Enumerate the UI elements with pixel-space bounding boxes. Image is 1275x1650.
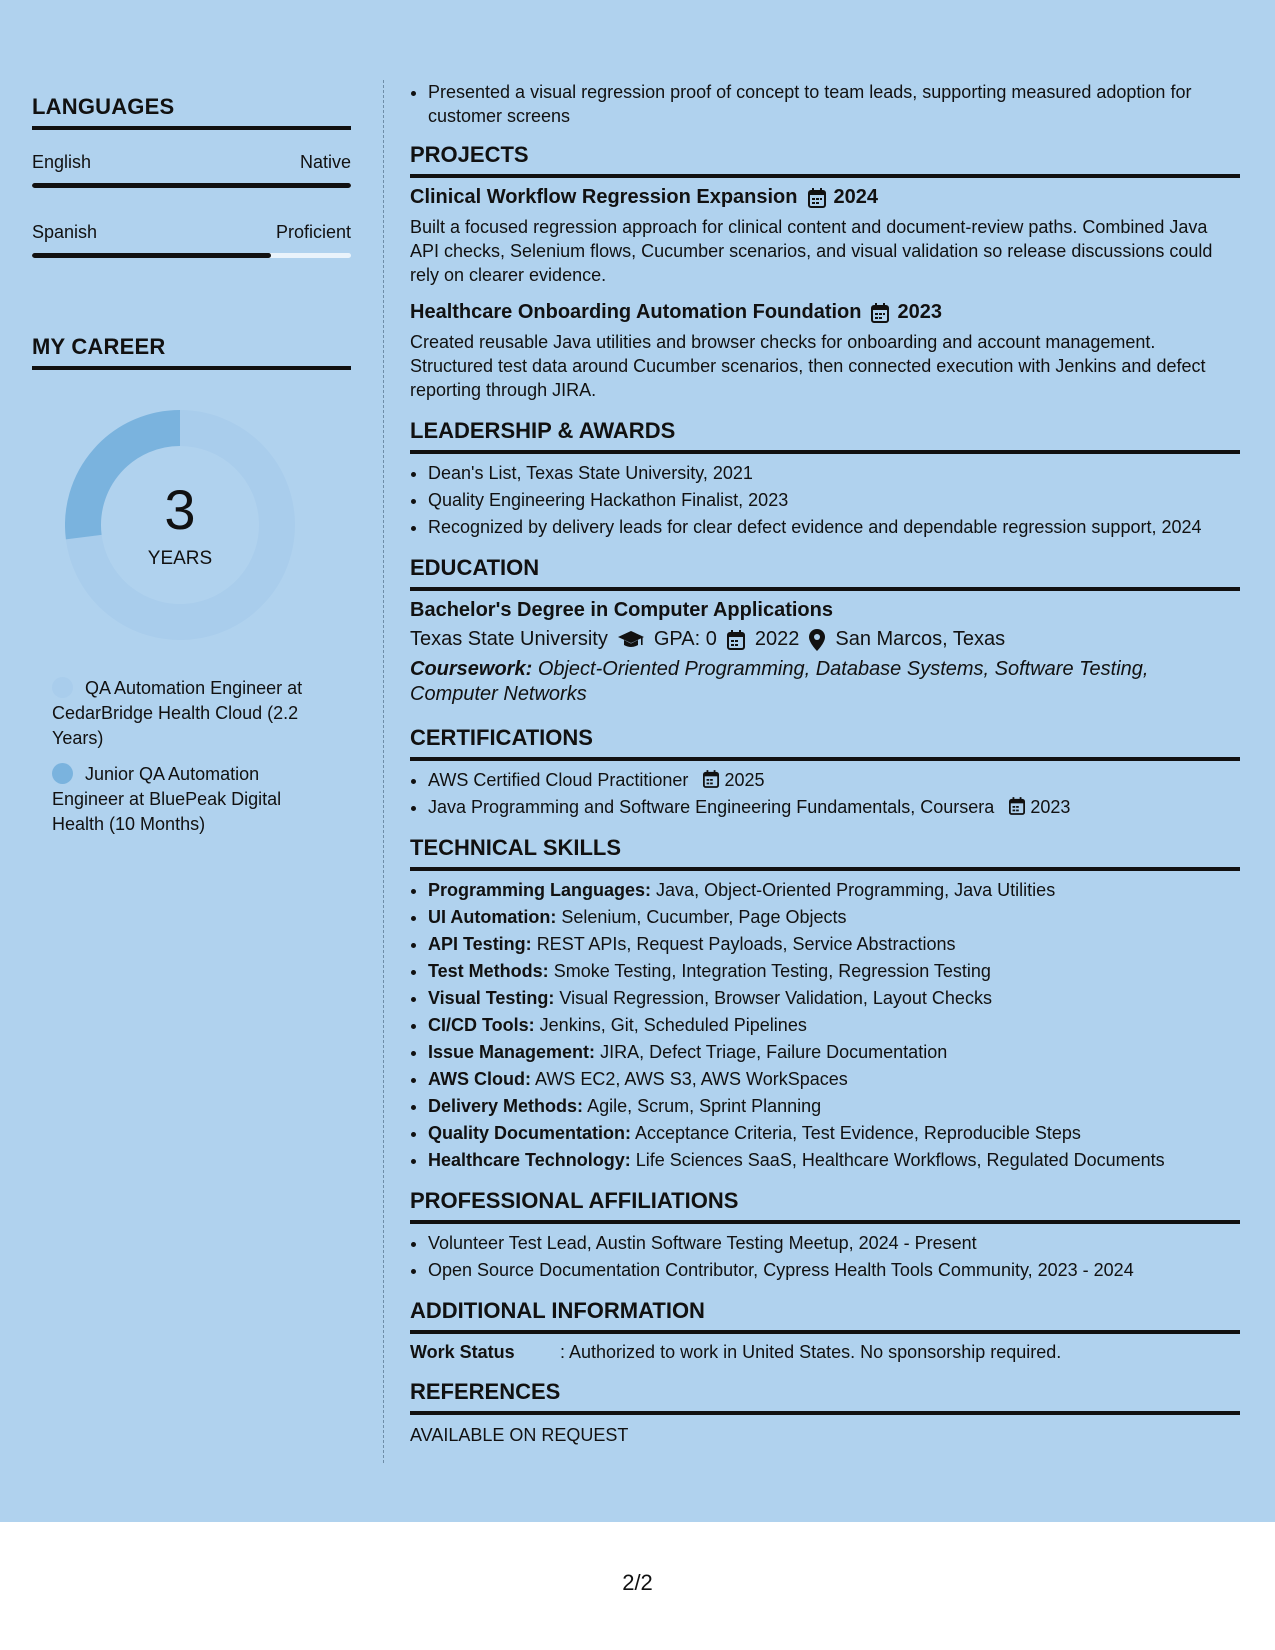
career-heading: MY CAREER	[32, 334, 166, 359]
certification-name: Java Programming and Software Engineering Fundamentals, Coursera	[428, 797, 995, 817]
skill-label: Issue Management:	[428, 1042, 596, 1062]
work-status-value: : Authorized to work in United States. No sponsorship required.	[560, 1342, 1062, 1362]
calendar-icon	[727, 630, 745, 650]
skill-item	[428, 931, 1240, 958]
skills-section	[410, 835, 1240, 1174]
experience-bullets	[410, 80, 1240, 128]
career-heading-rule	[32, 366, 351, 370]
skills-heading-rule	[410, 867, 1240, 871]
calendar-icon	[1009, 797, 1025, 815]
leadership-list	[410, 460, 1240, 541]
skill-label: Visual Testing:	[428, 988, 555, 1008]
page-number: 2/2	[622, 1570, 653, 1595]
education-heading-rule	[410, 587, 1240, 591]
language-name: Spanish	[32, 222, 98, 242]
projects-heading: PROJECTS	[410, 142, 529, 167]
gpa: GPA: 0	[653, 628, 717, 650]
degree-title: Bachelor's Degree in Computer Applications	[410, 599, 833, 621]
project-entry	[410, 186, 1240, 287]
skill-label: API Testing:	[428, 934, 532, 954]
leadership-item: • Recognized by delivery leads for clear defect evidence and dependable regression support, 2024	[428, 514, 1240, 541]
skill-item	[428, 1012, 1240, 1039]
career-total-number: 3	[164, 478, 196, 541]
career-legend-item	[32, 676, 312, 751]
career-legend-item	[32, 762, 312, 837]
skill-item	[428, 1147, 1240, 1174]
projects-heading-rule	[410, 174, 1240, 178]
skill-label: AWS Cloud:	[428, 1069, 531, 1089]
language-level-fill	[32, 253, 271, 258]
project-title: Healthcare Onboarding Automation Foundation	[410, 301, 862, 323]
certifications-heading: CERTIFICATIONS	[410, 725, 593, 750]
education-details	[410, 628, 1240, 651]
additional-info-section	[410, 1298, 1240, 1363]
affiliation-item: • Volunteer Test Lead, Austin Software Testing Meetup, 2024 - Present	[428, 1230, 1240, 1257]
skill-item	[428, 1039, 1240, 1066]
skill-value: Life Sciences SaaS, Healthcare Workflows, Regulated Documents	[635, 1150, 1165, 1170]
skill-item	[428, 985, 1240, 1012]
additional-info-heading-rule	[410, 1330, 1240, 1334]
project-title: Clinical Workflow Regression Expansion	[410, 186, 798, 208]
calendar-icon	[871, 303, 889, 323]
coursework	[410, 657, 1240, 707]
skill-item	[428, 877, 1240, 904]
skill-label: Programming Languages:	[428, 880, 652, 900]
career-legend	[32, 676, 312, 837]
certifications-list	[410, 767, 1240, 821]
skill-label: CI/CD Tools:	[428, 1015, 535, 1035]
certifications-section	[410, 725, 1240, 821]
additional-info-heading: ADDITIONAL INFORMATION	[410, 1298, 705, 1323]
skill-label: Test Methods:	[428, 961, 549, 981]
coursework-label: Coursework:	[410, 658, 533, 680]
skill-value: JIRA, Defect Triage, Failure Documentation	[600, 1042, 948, 1062]
language-level-fill	[32, 183, 351, 188]
affiliations-section	[410, 1188, 1240, 1284]
references-heading: REFERENCES	[410, 1379, 561, 1404]
skill-item	[428, 904, 1240, 931]
column-divider	[383, 80, 384, 1463]
certification-year: 2023	[1030, 797, 1071, 817]
location-pin-icon	[809, 629, 825, 651]
affiliations-heading-rule	[410, 1220, 1240, 1224]
skills-heading: TECHNICAL SKILLS	[410, 835, 622, 860]
certification-item	[428, 794, 1240, 821]
graduation-cap-icon	[618, 631, 644, 649]
experience-bullet: • Presented a visual regression proof of concept to team leads, supporting measured adoption for customer screens	[428, 80, 1240, 128]
references-text: AVAILABLE ON REQUEST	[410, 1425, 629, 1445]
skill-value: Visual Regression, Browser Validation, Layout Checks	[559, 988, 992, 1008]
language-entry-english	[32, 152, 351, 188]
skill-item	[428, 1120, 1240, 1147]
certification-item	[428, 767, 1240, 794]
skill-label: Healthcare Technology:	[428, 1150, 631, 1170]
leadership-item: • Quality Engineering Hackathon Finalist, 2023	[428, 487, 1240, 514]
projects-section	[410, 142, 1240, 402]
leadership-item: • Dean's List, Texas State University, 2021	[428, 460, 1240, 487]
skill-label: Delivery Methods:	[428, 1096, 584, 1116]
work-status-row	[410, 1342, 1240, 1363]
career-legend-label: Junior QA Automation Engineer at BluePeak Digital Health (10 Months)	[52, 764, 282, 834]
language-level: Proficient	[275, 222, 351, 242]
coursework-list: Object-Oriented Programming, Database Systems, Software Testing, Computer Networks	[410, 658, 1149, 705]
references-section	[410, 1379, 1240, 1446]
language-level: Native	[299, 152, 351, 172]
project-description: Built a focused regression approach for clinical content and document-review paths. Combined Java API checks, Selenium flows, Cucumber scenarios, and visual validation so release discussions could rely on clearer evidence.	[410, 217, 1213, 285]
certification-name: AWS Certified Cloud Practitioner	[428, 770, 689, 790]
career-total-unit: YEARS	[147, 548, 213, 569]
legend-dot-icon	[52, 763, 73, 784]
career-donut-chart	[65, 410, 295, 640]
main-column	[410, 80, 1240, 1446]
skill-item	[428, 1066, 1240, 1093]
references-heading-rule	[410, 1411, 1240, 1415]
language-level-bar	[32, 253, 351, 258]
project-description: Created reusable Java utilities and browser checks for onboarding and account management. Structured test data around Cucumber scenarios, then connected execution with Jenkins and defect reporting through JIRA.	[410, 332, 1206, 400]
skill-value: Smoke Testing, Integration Testing, Regression Testing	[553, 961, 991, 981]
skill-value: Selenium, Cucumber, Page Objects	[561, 907, 847, 927]
project-year: 2023	[897, 301, 942, 323]
skill-item	[428, 1093, 1240, 1120]
language-entry-spanish	[32, 222, 351, 258]
work-status-label: Work Status	[410, 1342, 515, 1362]
skill-value: Jenkins, Git, Scheduled Pipelines	[539, 1015, 807, 1035]
education-heading: EDUCATION	[410, 555, 540, 580]
certification-year: 2025	[724, 770, 765, 790]
project-year: 2024	[833, 186, 878, 208]
leadership-heading-rule	[410, 450, 1240, 454]
affiliation-item: • Open Source Documentation Contributor, Cypress Health Tools Community, 2023 - 2024	[428, 1257, 1240, 1284]
skill-item	[428, 958, 1240, 985]
languages-heading-rule	[32, 126, 351, 130]
school-name: Texas State University	[410, 628, 608, 650]
career-legend-label: QA Automation Engineer at CedarBridge Health Cloud (2.2 Years)	[52, 678, 303, 748]
skill-value: Acceptance Criteria, Test Evidence, Reproducible Steps	[635, 1123, 1081, 1143]
graduation-year: 2022	[754, 628, 800, 650]
skills-list	[410, 877, 1240, 1174]
skill-value: Java, Object-Oriented Programming, Java Utilities	[656, 880, 1056, 900]
calendar-icon	[808, 188, 826, 208]
skill-value: REST APIs, Request Payloads, Service Abstractions	[536, 934, 956, 954]
skill-value: Agile, Scrum, Sprint Planning	[587, 1096, 822, 1116]
affiliations-heading: PROFESSIONAL AFFILIATIONS	[410, 1188, 739, 1213]
legend-dot-icon	[52, 677, 73, 698]
skill-label: Quality Documentation:	[428, 1123, 632, 1143]
school-location: San Marcos, Texas	[835, 628, 1006, 650]
languages-heading: LANGUAGES	[32, 94, 175, 119]
project-entry	[410, 301, 1240, 402]
skill-label: UI Automation:	[428, 907, 557, 927]
language-level-bar	[32, 183, 351, 188]
leadership-section	[410, 418, 1240, 541]
skill-value: AWS EC2, AWS S3, AWS WorkSpaces	[535, 1069, 848, 1089]
affiliations-list	[410, 1230, 1240, 1284]
leadership-heading: LEADERSHIP & AWARDS	[410, 418, 676, 443]
education-section	[410, 555, 1240, 707]
calendar-icon	[703, 770, 719, 788]
language-name: English	[32, 152, 92, 172]
certifications-heading-rule	[410, 757, 1240, 761]
